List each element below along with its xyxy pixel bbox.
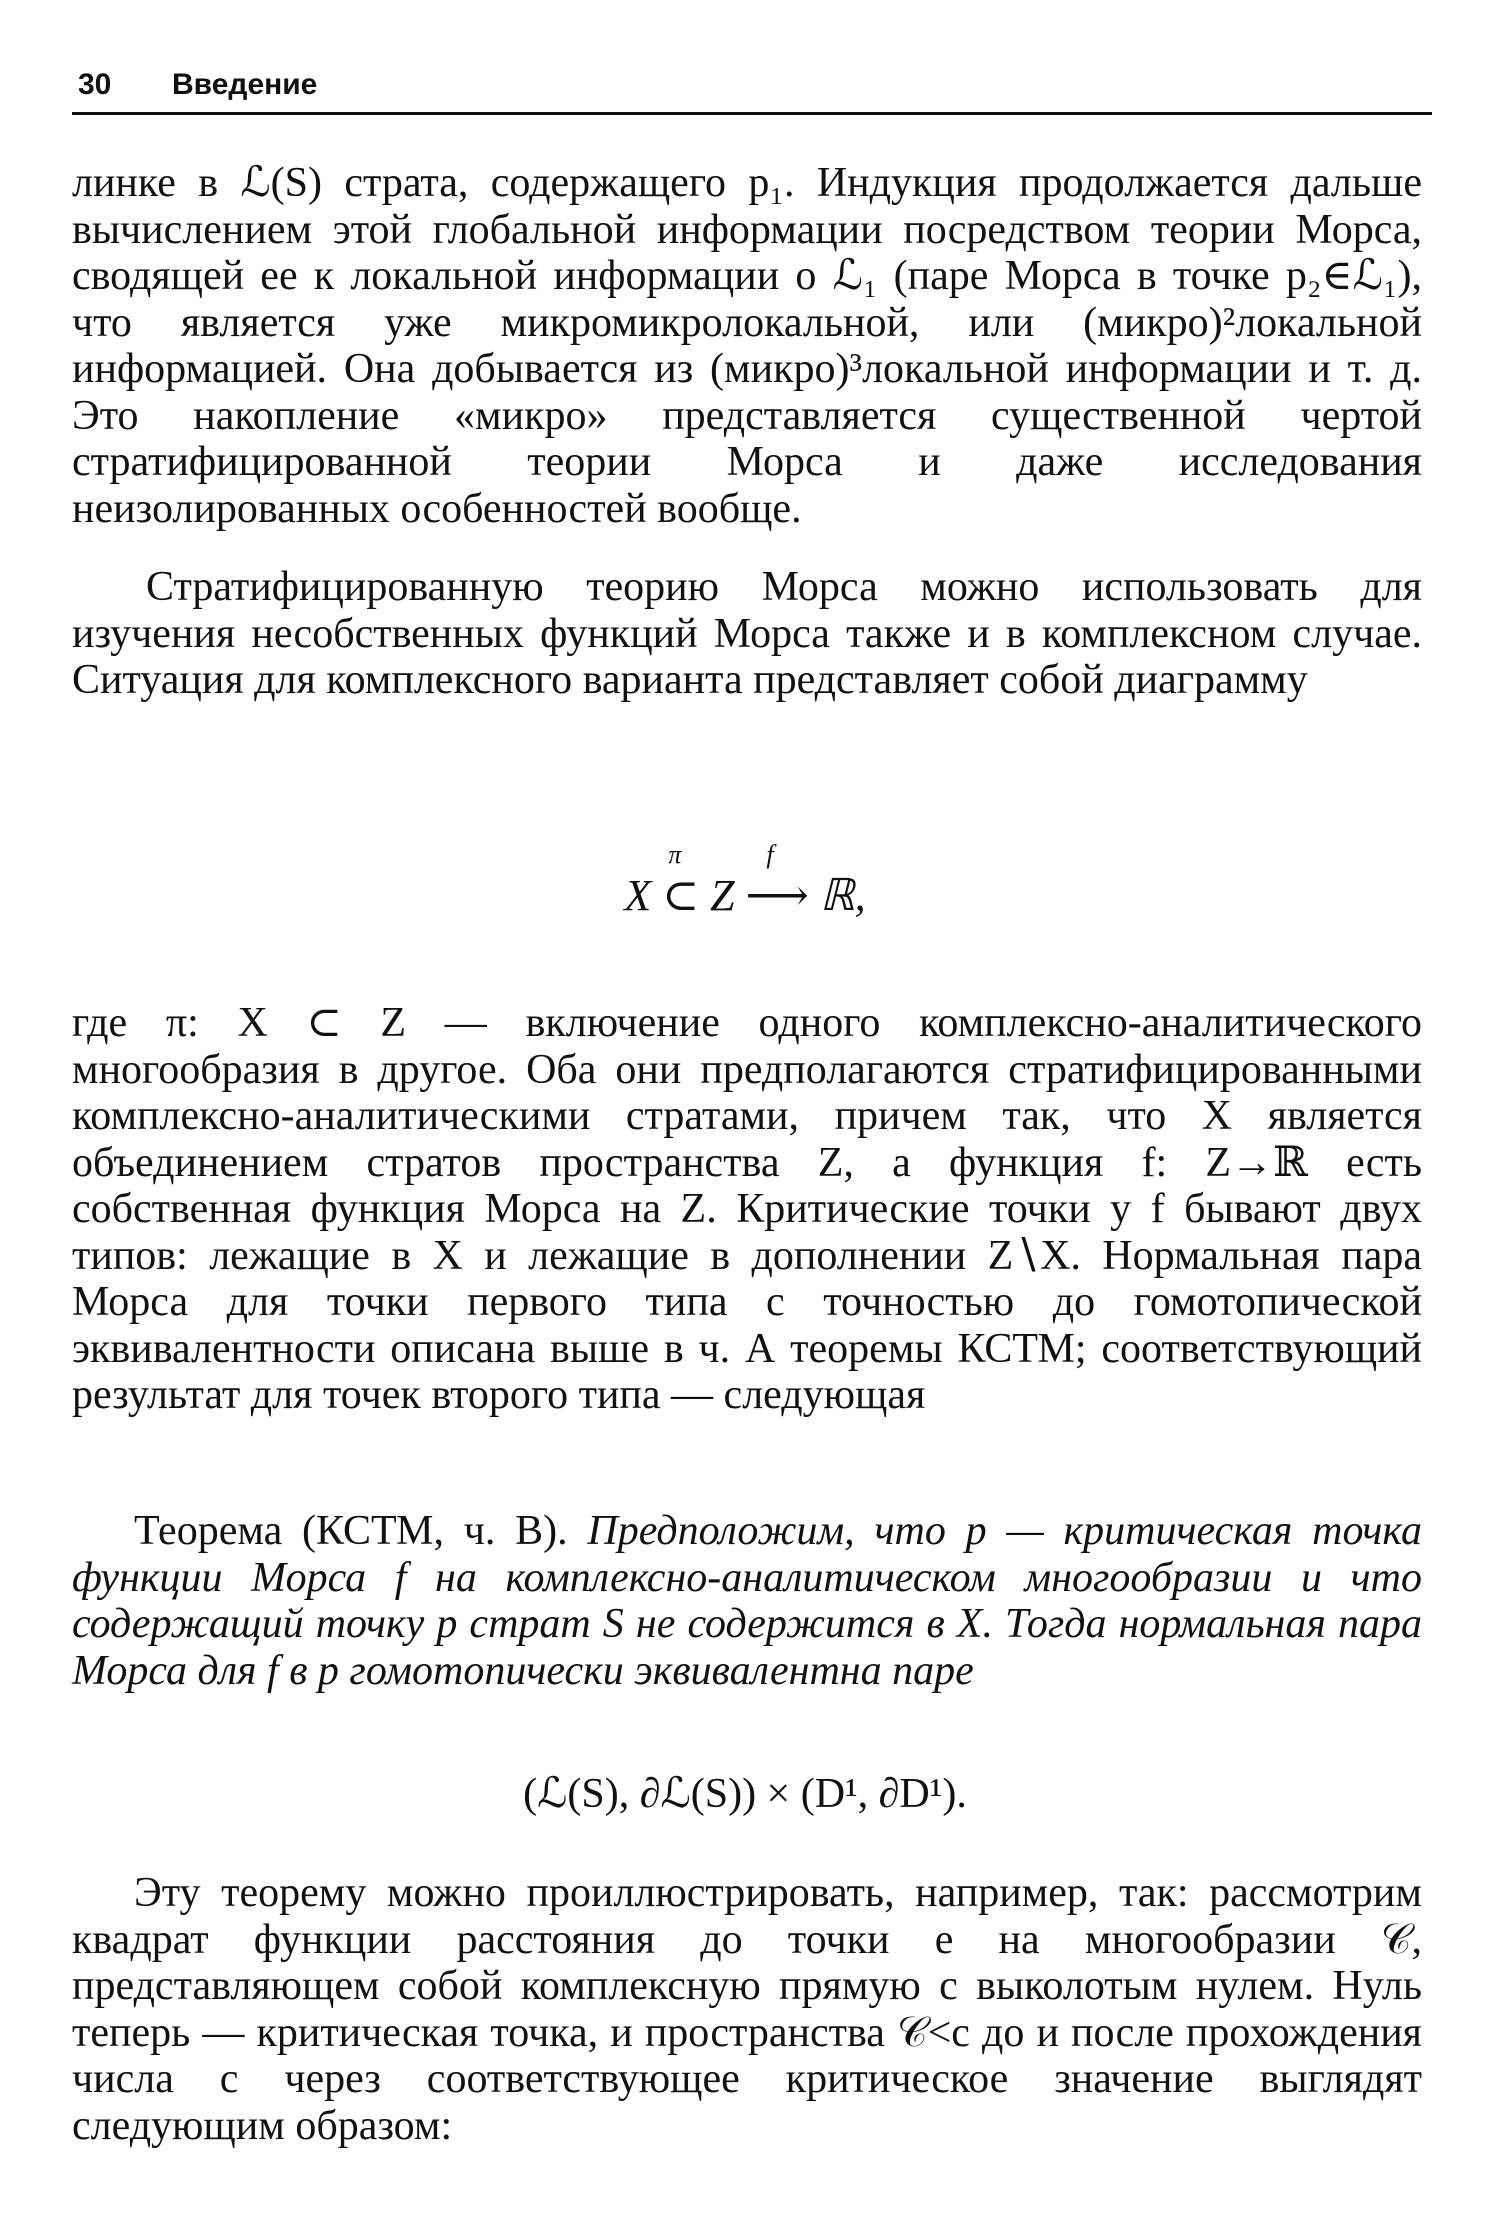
theorem-statement: Предположим, что p — критическая точка функции Морса f на комплексно-аналитическом многообразии и что содержащий точку p страт S не содержится в X. Тогда нормальная пара Морса для f в p гомотопически эквивалентна паре bbox=[72, 1508, 1422, 1694]
label-f: f bbox=[766, 840, 774, 869]
page-number: 30 bbox=[78, 68, 112, 101]
chapter-title: Введение bbox=[172, 68, 318, 101]
paragraph-1: линке в ℒ(S) страта, содержащего p₁. Индукция продолжается дальше вычислением этой глобальной информации посредством теории Морса, сводящей ее к локальной информации о ℒ₁ (паре Морса в точке p₂∈ℒ₁), что является уже микромикролокальной, или (микро)²локальной информацией. Она добывается из (микро)³локальной информации и т. д. Это накопление «микро» представляется существенной чертой стратифицированной теории Морса и даже исследования неизолированных особенностей вообще. bbox=[72, 160, 1422, 532]
theorem-label: Теорема (КСТМ, ч. В). bbox=[134, 1508, 568, 1554]
paragraph-2: Стратифицированную теорию Морса можно использовать для изучения несобственных функций Морса также и в комплексном случае. Ситуация для комплексного варианта представляет собой диаграмму bbox=[72, 564, 1422, 703]
paragraph-3: где π: X ⊂ Z — включение одного комплексно-аналитического многообразия в другое. Оба они предполагаются стратифицированными комплексно-аналитическими стратами, причем так, что X является объединением стратов пространства Z, а функция f: Z→ℝ есть собственная функция Морса на Z. Критические точки у f бывают двух типов: лежащие в X и лежащие в дополнении Z∖X. Нормальная пара Морса для точки первого типа с точностью до гомотопической эквивалентности описана выше в ч. А теоремы КСТМ; соответствующий результат для точек второго типа — следующая bbox=[72, 1000, 1422, 1418]
running-header bbox=[72, 64, 1432, 115]
label-pi: π bbox=[668, 840, 682, 869]
theorem bbox=[72, 1508, 1422, 1694]
diagram-formula bbox=[0, 840, 1490, 921]
pair-formula: (ℒ(S), ∂ℒ(S)) × (D¹, ∂D¹). bbox=[523, 1771, 967, 1817]
paragraph-4: Эту теорему можно проиллюстрировать, например, так: рассмотрим квадрат функции расстояния до точки e на многообразии 𝒞, представляющем собой комплексную прямую с выколотым нулем. Нуль теперь — критическая точка, и пространства 𝒞<c до и после прохождения числа c через соответствующее критическое значение выглядят следующим образом: bbox=[72, 1870, 1422, 2149]
formula-diagram-text: X ⊂ Z ⟶ ℝ, bbox=[624, 871, 866, 920]
